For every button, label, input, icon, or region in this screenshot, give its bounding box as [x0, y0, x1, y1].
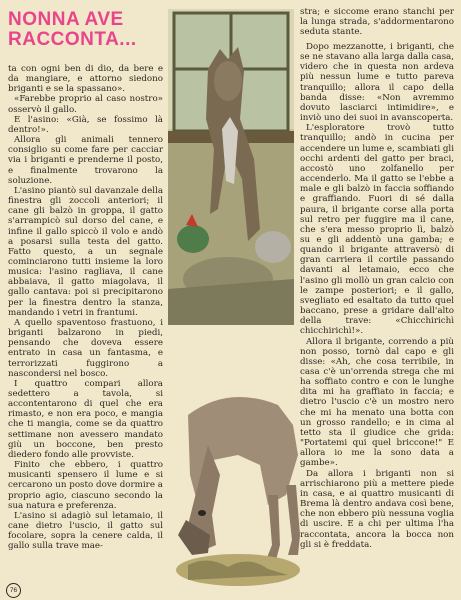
paragraph: Allora gli animali tennero consiglio su come fare per cacciar via i briganti e prenderne il posto, e finalmente trovarono la soluzione.	[8, 135, 163, 186]
paragraph: L'asino piantò sul davanzale della finestra gli zoccoli anteriori; il cane gli balzò in groppa, il gatto s'arrampicò sul dorso del cane, e infine il gallo spiccò il volo e andò a posarsi sulla testa del gatto. Fatto questo, a un segnale cominciarono tutti insieme la loro musica: l'asino ragliava, il cane abbaiava, il gatto miagolava, il gallo cantava: poi si precipitarono per la finestra dentro la stanza, mandando i vetri in frantumi.	[8, 185, 163, 318]
paragraph: Dopo mezzanotte, i briganti, che se ne stavano alla larga dalla casa, videro che in questa non ardeva più nessun lume e tutto pareva tranquillo; allora il capo della banda disse: «Non avremmo dovuto lasciarci intimidire», e inviò uno dei suoi in avanscoperta.	[300, 42, 454, 124]
paragraph: L'asino si adagiò sul letamaio, il cane dietro l'uscio, il gatto sul focolare, sopra la cenere calda, il gallo sulla trave mae-	[8, 510, 163, 552]
paragraph: ta con ogni ben di dio, da bere e da mangiare, e attorno siedono briganti e se la spassano».	[8, 64, 163, 95]
page-number: 76	[6, 583, 21, 598]
paragraph: L'esploratore trovò tutto tranquillo; andò in cucina per accendere un lume e, scambiati gli occhi ardenti del gatto per braci, accostò uno zolfanello per accenderlo. Ma il gatto se l'ebbe a male e gli balzò in faccia soffiando e graffiando. Fuori di sé dalla paura, il brigante corse alla porta sul retro per fuggire ma il cane, che s'era messo proprio lì, balzò su e gli addentò una gamba; e quando il brigante attraversò di gran carriera il cortile passando davanti al letamaio, ecco che l'asino gli mollò un gran calcio con le zampe posteriori; e il gallo, svegliato ed esaltato da tutto quel baccano, prese a gridare dall'alto della trave: «Chicchirichì chicchirichì!».	[300, 123, 454, 337]
text-column-right-top	[300, 7, 454, 37]
paragraph: A quello spaventoso frastuono, i briganti balzarono in piedi, pensando che doveva essere entrato in casa un fantasma, e terrorizzati fuggirono a nascondersi nel bosco.	[8, 317, 163, 379]
heading-line-2: RACCONTA...	[8, 29, 137, 50]
paragraph: «Farebbe proprio al caso nostro» osservò il gallo.	[8, 94, 163, 115]
paragraph: E l'asino: «Già, se fossimo là dentro!».	[8, 114, 163, 135]
paragraph: I quattro compari allora sedettero a tavola, si accontentarono di quel che era rimasto, e non era poco, e mangia che ti mangia, come se da quattro settimane non avessero mandato giù un boccone, ben presto diedero fondo alle provviste.	[8, 378, 163, 460]
paragraph: stra; e siccome erano stanchi per la lunga strada, s'addormentarono seduta stante.	[300, 7, 454, 38]
text-column-left	[8, 64, 163, 552]
text-column-right	[300, 42, 454, 550]
illustration-donkey	[168, 345, 308, 590]
illustration-animals-window	[168, 9, 294, 325]
paragraph: Allora il brigante, correndo a più non posso, tornò dal capo e gli disse: «Ah, che cosa terribile, in casa c'è un'orrenda strega che mi ha soffiato contro e con le lunghe dita mi ha graffiato in faccia; e dietro l'uscio c'è un mostro nero che mi ha menato una botta con un grosso randello; e in cima al tetto sta il giudice che grida: "Portatemi qui quel briccone!" E allora io me la sono data a gambe».	[300, 336, 454, 469]
heading-line-1: NONNA AVE	[8, 9, 124, 30]
page-heading	[8, 10, 168, 50]
paragraph: Da allora i briganti non si arrischiarono più a mettere piede in casa, e ai quattro musicanti di Brema là dentro andava così bene, che non ebbero più nessuna voglia di uscire. E a chi per ultima l'ha raccontata, ancora la bocca non gli si è freddata.	[300, 468, 454, 550]
paragraph: Finito che ebbero, i quattro musicanti spensero il lume e si cercarono un posto dove dormire a proprio agio, ciascuno secondo la sua natura e preferenza.	[8, 460, 163, 511]
